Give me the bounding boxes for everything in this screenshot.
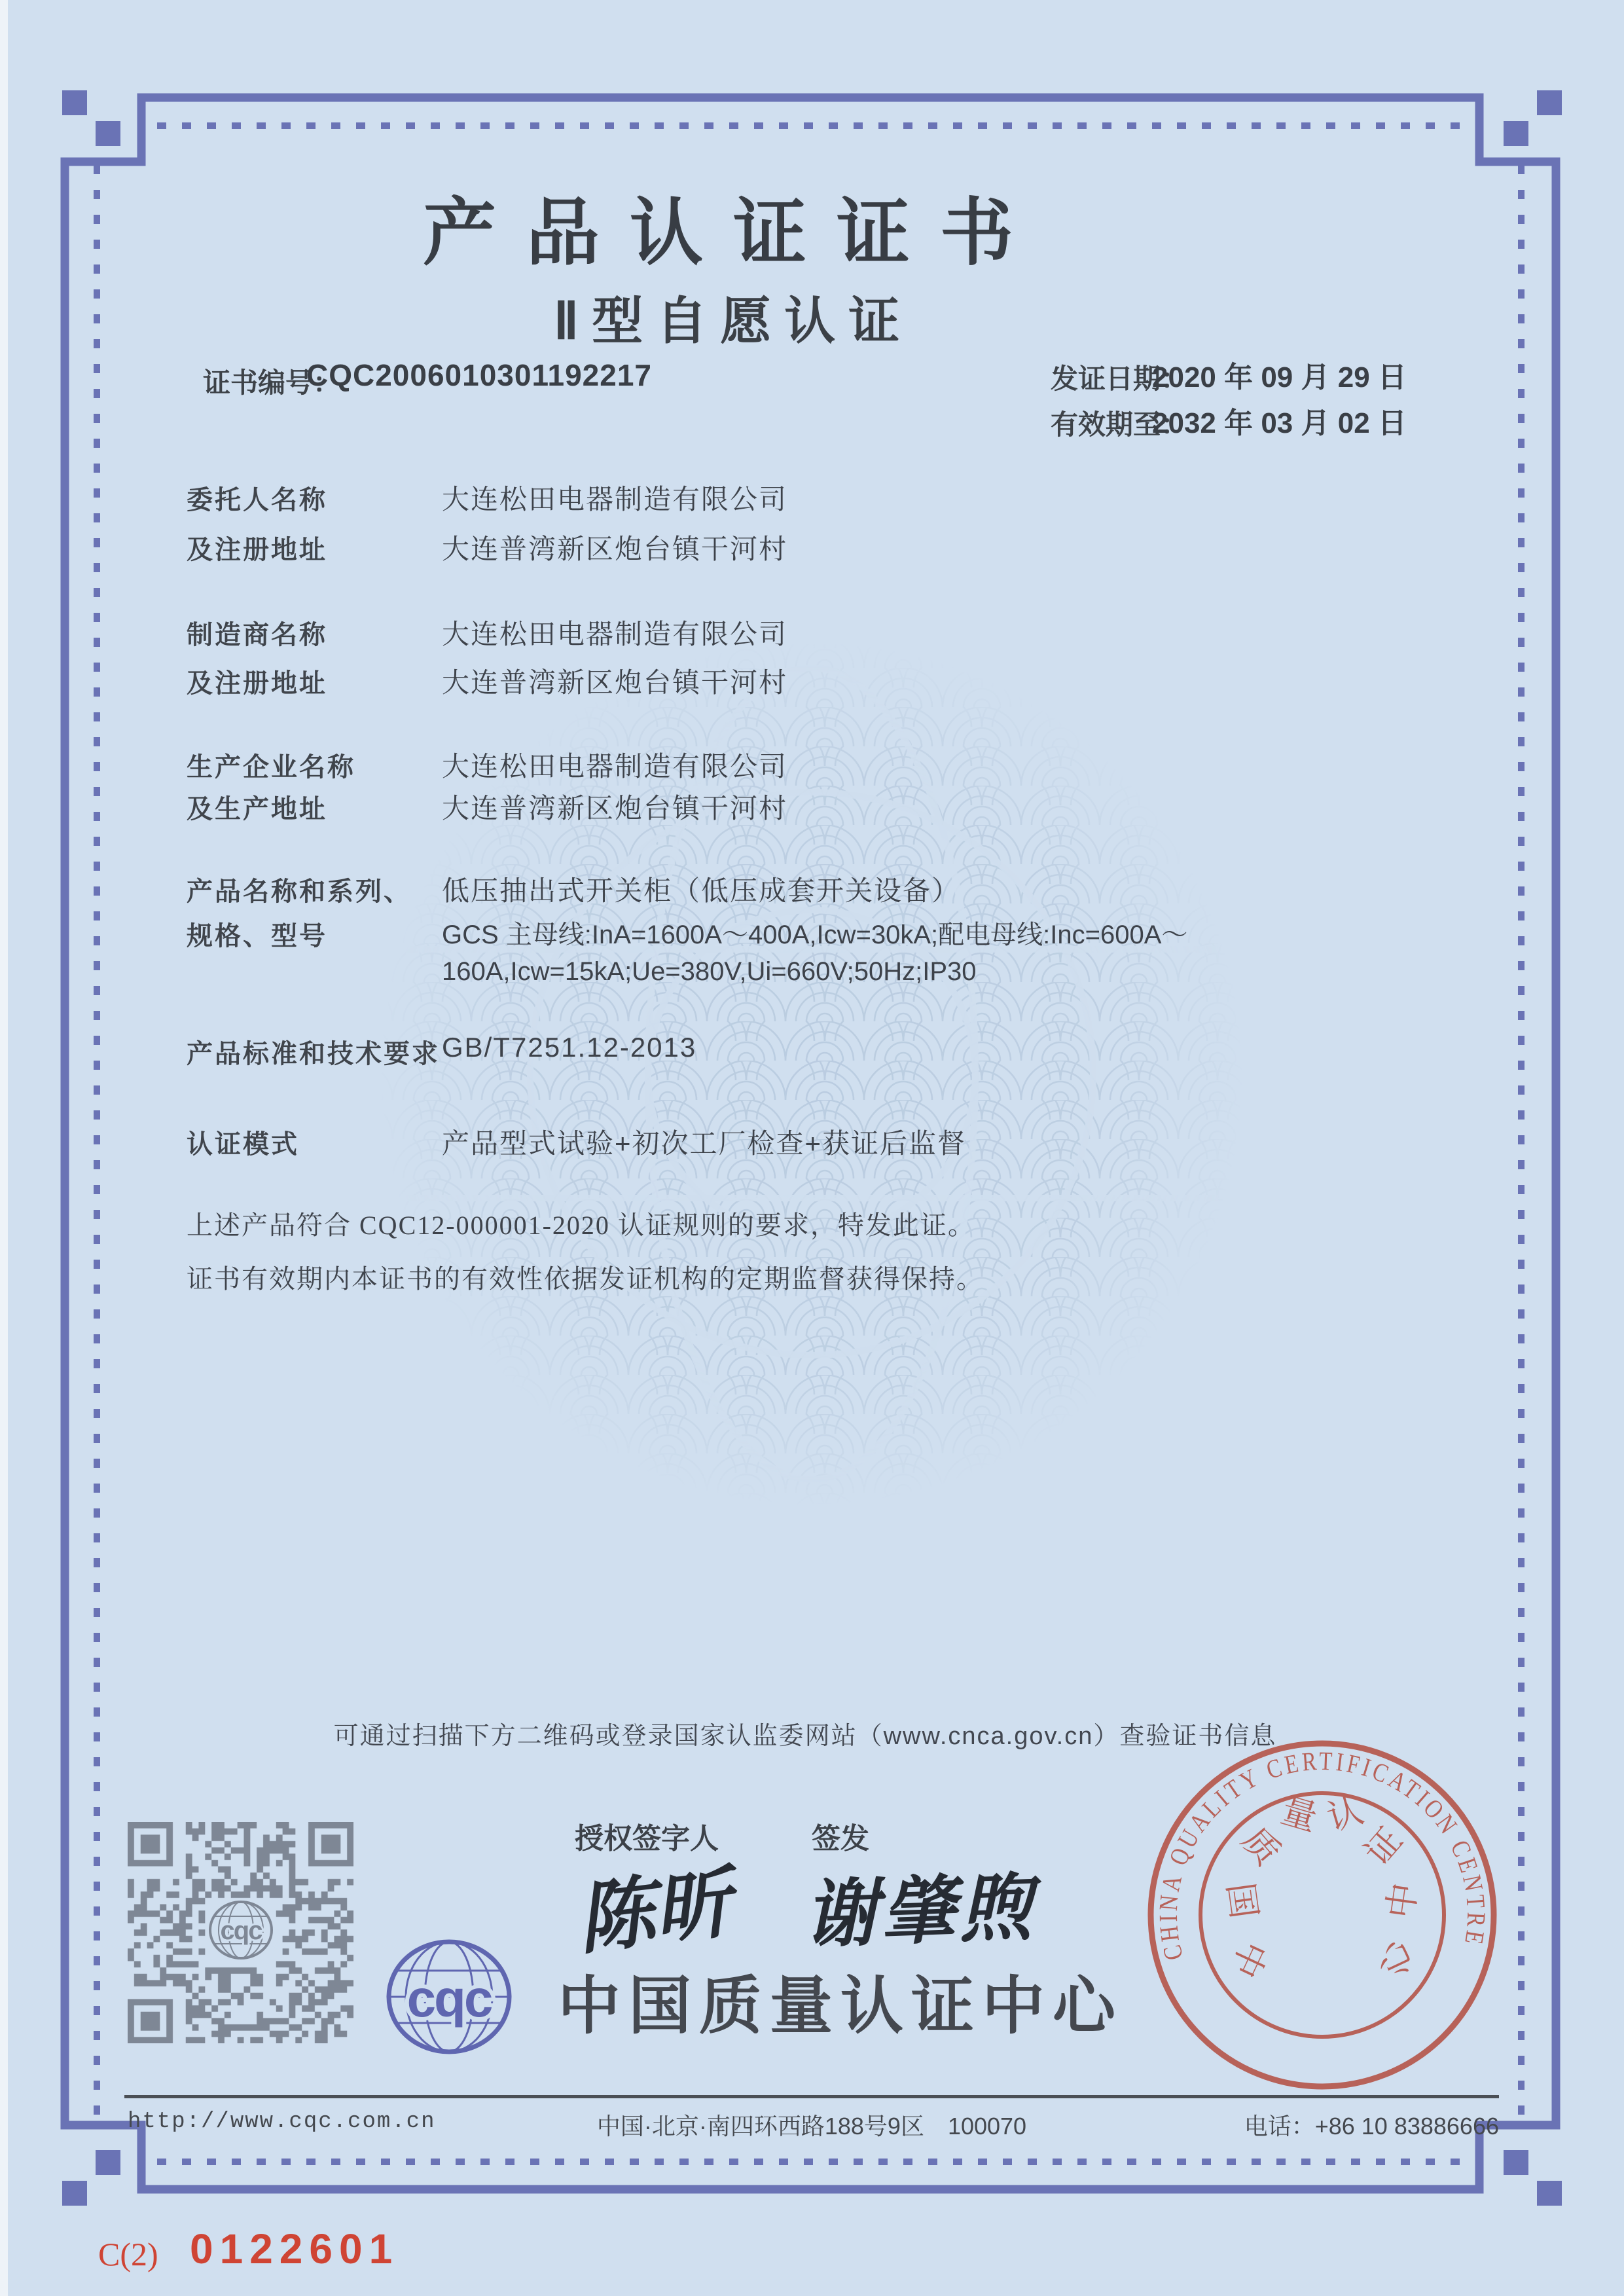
- expiry-date-value: 2032 年 03 月 02 日: [1152, 407, 1407, 439]
- svg-text:证: 证: [1357, 1820, 1411, 1873]
- issue-date-value: 2020 年 09 月 29 日: [1152, 361, 1407, 393]
- product-spec-line1: GCS 主母线:InA=1600A～400A,Icw=30kA;配电母线:Inc=600A～: [442, 920, 1188, 949]
- red-seal-stamp: [1146, 1738, 1499, 2092]
- svg-text:认: 认: [1322, 1791, 1368, 1838]
- factory-address-value: 大连普湾新区炮台镇干河村: [442, 793, 788, 824]
- footer-divider: [124, 2095, 1499, 2098]
- issuer-signature: 谢肇煦: [803, 1867, 1038, 1958]
- applicant-address-label: 及注册地址: [187, 536, 327, 564]
- product-spec-line2: 160A,Icw=15kA;Ue=380V,Ui=660V;50Hz;IP30: [442, 957, 977, 986]
- expiry-date-label: 有效期至：: [1051, 410, 1189, 441]
- applicant-name-value: 大连松田电器制造有限公司: [442, 484, 788, 515]
- manufacturer-name-label: 制造商名称: [187, 621, 327, 649]
- manufacturer-address-label: 及注册地址: [187, 669, 327, 698]
- authorized-signer-label: 授权签字人: [575, 1823, 719, 1855]
- cqc-logo-icon: [385, 1939, 513, 2057]
- statement-compliance: 上述产品符合 CQC12-000001-2020 认证规则的要求，特发此证。: [187, 1211, 975, 1240]
- svg-text:中: 中: [1380, 1880, 1425, 1921]
- factory-address-label: 及生产地址: [187, 795, 327, 824]
- stamp-english-text: CHINA QUALITY CERTIFICATION CENTRE: [1153, 1745, 1492, 1963]
- organization-name: 中国质量认证中心: [558, 1971, 1123, 2041]
- certificate-number-value: CQC2006010301192217: [306, 358, 653, 392]
- serial-number: 0122601: [190, 2225, 399, 2272]
- factory-name-value: 大连松田电器制造有限公司: [442, 751, 788, 782]
- factory-name-label: 生产企业名称: [187, 753, 355, 782]
- stamp-chinese-text: [1220, 1791, 1424, 1984]
- certificate-subtitle: Ⅱ型自愿认证: [553, 292, 913, 350]
- svg-text:cqc: cqc: [220, 1916, 262, 1945]
- svg-text:中: 中: [1223, 1935, 1274, 1984]
- applicant-name-label: 委托人名称: [187, 486, 327, 515]
- svg-text:国: 国: [1219, 1880, 1264, 1921]
- product-name-value: 低压抽出式开关柜（低压成套开关设备）: [442, 875, 961, 906]
- footer-phone: 电话：+86 10 83886666: [1244, 2113, 1499, 2140]
- issue-date-label: 发证日期：: [1051, 365, 1189, 395]
- statement-validity: 证书有效期内本证书的有效性依据发证机构的定期监督获得保持。: [187, 1264, 984, 1294]
- cqc-logo-icon-qr: [208, 1899, 274, 1961]
- manufacturer-address-value: 大连普湾新区炮台镇干河村: [442, 667, 788, 698]
- issuer-label: 签发: [812, 1823, 869, 1855]
- footer-address: 中国·北京·南四环西路188号9区 100070: [596, 2113, 1027, 2140]
- manufacturer-name-value: 大连松田电器制造有限公司: [442, 619, 788, 649]
- authorized-signer-signature: 陈昕: [572, 1860, 736, 1964]
- svg-text:量: 量: [1276, 1791, 1322, 1838]
- cqc-logo-text: cqc: [406, 1969, 492, 2028]
- standard-label: 产品标准和技术要求: [187, 1040, 440, 1068]
- certification-mode-value: 产品型式试验+初次工厂检查+获证后监督: [442, 1128, 967, 1159]
- footer-url: http://www.cqc.com.cn: [128, 2109, 436, 2134]
- certificate-number-label: 证书编号：: [203, 369, 341, 399]
- product-model-label: 规格、型号: [187, 922, 327, 951]
- applicant-address-value: 大连普湾新区炮台镇干河村: [442, 534, 788, 564]
- serial-prefix: C(2): [98, 2236, 158, 2272]
- product-name-label: 产品名称和系列、: [187, 877, 412, 906]
- certification-mode-label: 认证模式: [187, 1130, 299, 1159]
- standard-value: GB/T7251.12-2013: [442, 1032, 697, 1063]
- svg-text:心: 心: [1370, 1935, 1421, 1984]
- svg-text:质: 质: [1234, 1820, 1288, 1873]
- qr-verification-note: 可通过扫描下方二维码或登录国家认监委网站（www.cnca.gov.cn）查验证书信息: [333, 1722, 1277, 1750]
- certificate-title: 产品认证证书: [423, 192, 1043, 274]
